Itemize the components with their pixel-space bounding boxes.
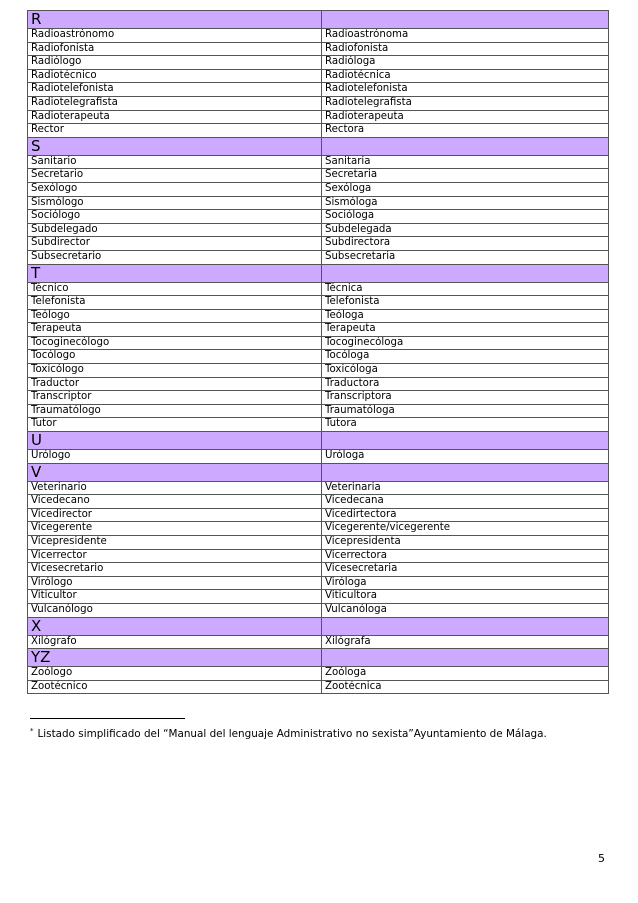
table-row — [28, 282, 609, 296]
section-header-blank — [322, 617, 609, 635]
section-header-row — [28, 649, 609, 667]
table-row — [28, 576, 609, 590]
feminine-form: Sismóloga — [322, 196, 609, 210]
feminine-form: Radiotelefonista — [322, 83, 609, 97]
feminine-form: Vicesecretaria — [322, 563, 609, 577]
masculine-form: Zootécnico — [28, 680, 322, 694]
feminine-form: Tocoginecóloga — [322, 336, 609, 350]
table-row — [28, 56, 609, 70]
masculine-form: Técnico — [28, 282, 322, 296]
section-letter: V — [28, 463, 322, 481]
footnote — [30, 727, 547, 740]
table-row — [28, 418, 609, 432]
feminine-form: Veterinaria — [322, 481, 609, 495]
masculine-form: Traumatólogo — [28, 404, 322, 418]
table-row — [28, 124, 609, 138]
masculine-form: Sociólogo — [28, 210, 322, 224]
table-row — [28, 635, 609, 649]
footnote-text: Listado simplificado del “Manual del lenguaje Administrativo no sexista”Ayuntamiento de Málaga. — [37, 728, 547, 740]
feminine-form: Zootécnica — [322, 680, 609, 694]
masculine-form: Radiotelegrafista — [28, 96, 322, 110]
feminine-form: Vicedirtectora — [322, 508, 609, 522]
table-row — [28, 404, 609, 418]
section-header-row — [28, 137, 609, 155]
masculine-form: Radiofonista — [28, 42, 322, 56]
masculine-form: Viticultor — [28, 590, 322, 604]
masculine-form: Radioterapeuta — [28, 110, 322, 124]
section-letter: X — [28, 617, 322, 635]
feminine-form: Toxicóloga — [322, 364, 609, 378]
word-table — [27, 10, 609, 694]
masculine-form: Telefonista — [28, 296, 322, 310]
masculine-form: Vicedirector — [28, 508, 322, 522]
table-row — [28, 309, 609, 323]
feminine-form: Terapeuta — [322, 323, 609, 337]
section-header-blank — [322, 463, 609, 481]
masculine-form: Vicerrector — [28, 549, 322, 563]
section-header-row — [28, 432, 609, 450]
section-header-blank — [322, 11, 609, 29]
masculine-form: Vicepresidente — [28, 536, 322, 550]
table-row — [28, 364, 609, 378]
feminine-form: Secretaria — [322, 169, 609, 183]
table-row — [28, 481, 609, 495]
table-row — [28, 69, 609, 83]
masculine-form: Sanitario — [28, 155, 322, 169]
feminine-form: Sanitaria — [322, 155, 609, 169]
table-row — [28, 563, 609, 577]
section-header-blank — [322, 137, 609, 155]
masculine-form: Vicesecretario — [28, 563, 322, 577]
masculine-form: Subdelegado — [28, 223, 322, 237]
feminine-form: Técnica — [322, 282, 609, 296]
table-row — [28, 350, 609, 364]
table-row — [28, 250, 609, 264]
masculine-form: Radiotécnico — [28, 69, 322, 83]
table-row — [28, 155, 609, 169]
table-row — [28, 323, 609, 337]
feminine-form: Radióloga — [322, 56, 609, 70]
feminine-form: Subsecretaria — [322, 250, 609, 264]
table-row — [28, 603, 609, 617]
feminine-form: Radiotécnica — [322, 69, 609, 83]
table-row — [28, 549, 609, 563]
masculine-form: Teólogo — [28, 309, 322, 323]
table-row — [28, 223, 609, 237]
table-row — [28, 42, 609, 56]
section-letter: R — [28, 11, 322, 29]
table-row — [28, 237, 609, 251]
section-letter: U — [28, 432, 322, 450]
masculine-form: Rector — [28, 124, 322, 138]
masculine-form: Subdirector — [28, 237, 322, 251]
masculine-form: Vicegerente — [28, 522, 322, 536]
masculine-form: Radiotelefonista — [28, 83, 322, 97]
section-header-blank — [322, 264, 609, 282]
feminine-form: Telefonista — [322, 296, 609, 310]
feminine-form: Radiofonista — [322, 42, 609, 56]
feminine-form: Teóloga — [322, 309, 609, 323]
table-row — [28, 590, 609, 604]
section-letter: YZ — [28, 649, 322, 667]
masculine-form: Sismólogo — [28, 196, 322, 210]
page-number: 5 — [598, 852, 605, 865]
table-row — [28, 536, 609, 550]
table-row — [28, 508, 609, 522]
feminine-form: Xilógrafa — [322, 635, 609, 649]
table-row — [28, 450, 609, 464]
section-header-row — [28, 264, 609, 282]
masculine-form: Urólogo — [28, 450, 322, 464]
footnote-marker: * — [30, 727, 34, 735]
table-row — [28, 377, 609, 391]
feminine-form: Vicerrectora — [322, 549, 609, 563]
table-body — [28, 11, 609, 694]
table-row — [28, 391, 609, 405]
feminine-form: Vulcanóloga — [322, 603, 609, 617]
table-row — [28, 29, 609, 43]
feminine-form: Rectora — [322, 124, 609, 138]
masculine-form: Tocoginecólogo — [28, 336, 322, 350]
section-header-row — [28, 11, 609, 29]
masculine-form: Virólogo — [28, 576, 322, 590]
masculine-form: Radiólogo — [28, 56, 322, 70]
masculine-form: Vulcanólogo — [28, 603, 322, 617]
feminine-form: Subdirectora — [322, 237, 609, 251]
feminine-form: Socióloga — [322, 210, 609, 224]
section-header-row — [28, 617, 609, 635]
section-header-blank — [322, 432, 609, 450]
table-row — [28, 296, 609, 310]
feminine-form: Radioastrónoma — [322, 29, 609, 43]
masculine-form: Veterinario — [28, 481, 322, 495]
feminine-form: Vicepresidenta — [322, 536, 609, 550]
masculine-form: Secretario — [28, 169, 322, 183]
table-row — [28, 680, 609, 694]
table-row — [28, 169, 609, 183]
feminine-form: Tutora — [322, 418, 609, 432]
masculine-form: Tutor — [28, 418, 322, 432]
masculine-form: Sexólogo — [28, 182, 322, 196]
table-row — [28, 196, 609, 210]
masculine-form: Tocólogo — [28, 350, 322, 364]
feminine-form: Sexóloga — [322, 182, 609, 196]
feminine-form: Vicegerente/vicegerente — [322, 522, 609, 536]
masculine-form: Radioastrónomo — [28, 29, 322, 43]
section-header-blank — [322, 649, 609, 667]
masculine-form: Zoólogo — [28, 667, 322, 681]
masculine-form: Vicedecano — [28, 495, 322, 509]
feminine-form: Radiotelegrafista — [322, 96, 609, 110]
feminine-form: Zoóloga — [322, 667, 609, 681]
feminine-form: Transcriptora — [322, 391, 609, 405]
table-row — [28, 110, 609, 124]
masculine-form: Terapeuta — [28, 323, 322, 337]
feminine-form: Radioterapeuta — [322, 110, 609, 124]
feminine-form: Vicedecana — [322, 495, 609, 509]
masculine-form: Subsecretario — [28, 250, 322, 264]
section-header-row — [28, 463, 609, 481]
feminine-form: Traumatóloga — [322, 404, 609, 418]
table-row — [28, 83, 609, 97]
section-letter: T — [28, 264, 322, 282]
masculine-form: Transcriptor — [28, 391, 322, 405]
feminine-form: Traductora — [322, 377, 609, 391]
table-row — [28, 667, 609, 681]
table-row — [28, 182, 609, 196]
feminine-form: Uróloga — [322, 450, 609, 464]
masculine-form: Toxicólogo — [28, 364, 322, 378]
feminine-form: Viticultora — [322, 590, 609, 604]
feminine-form: Tocóloga — [322, 350, 609, 364]
masculine-form: Traductor — [28, 377, 322, 391]
feminine-form: Viróloga — [322, 576, 609, 590]
footnote-separator — [30, 718, 185, 719]
table-row — [28, 522, 609, 536]
table-row — [28, 210, 609, 224]
table-row — [28, 336, 609, 350]
section-letter: S — [28, 137, 322, 155]
table-row — [28, 495, 609, 509]
table-row — [28, 96, 609, 110]
feminine-form: Subdelegada — [322, 223, 609, 237]
masculine-form: Xilógrafo — [28, 635, 322, 649]
